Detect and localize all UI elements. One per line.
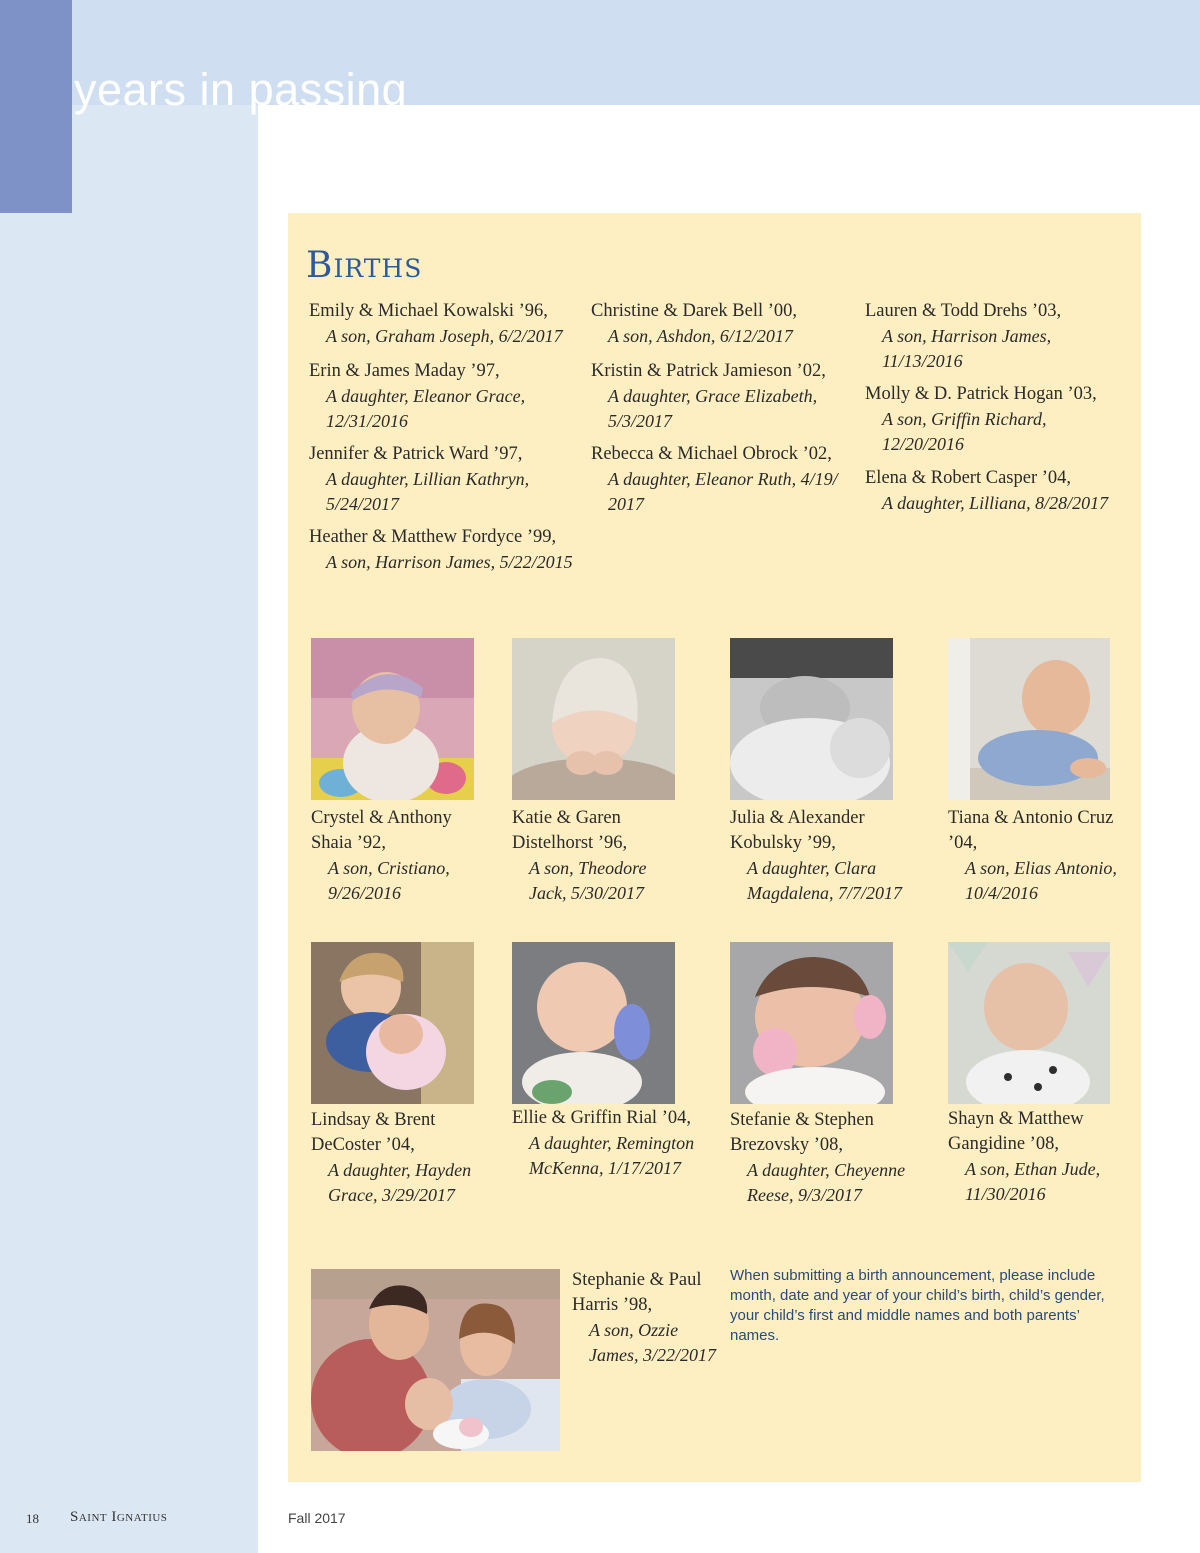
birth-entry (591, 299, 841, 349)
baby-photo (730, 942, 893, 1104)
entry-parents: Heather & Matthew Fordyce ’99, (309, 527, 557, 547)
photo-caption (730, 806, 905, 906)
baby-photo (311, 942, 474, 1104)
entry-parents: Jennifer & Patrick Ward ’97, (309, 444, 523, 464)
entry-parents: Lindsay & Brent DeCoster ’04, (311, 1110, 436, 1155)
entry-child: A daughter, Eleanor Grace, 12/31/2016 (326, 386, 526, 431)
births-heading: Births (306, 245, 423, 286)
photo-caption (512, 806, 687, 906)
entry-parents: Erin & James Maday ’97, (309, 361, 500, 381)
entry-parents: Rebecca & Michael Obrock ’02, (591, 444, 832, 464)
entry-parents: Julia & Alexander Kobulsky ’99, (730, 808, 865, 853)
entry-parents: Tiana & Antonio Cruz ’04, (948, 808, 1114, 853)
baby-photo (311, 638, 474, 800)
birth-entry (865, 466, 1135, 516)
entry-parents: Molly & D. Patrick Hogan ’03, (865, 384, 1097, 404)
birth-entry (309, 442, 559, 517)
entry-parents: Ellie & Griffin Rial ’04, (512, 1108, 691, 1128)
entry-child: A son, Ashdon, 6/12/2017 (608, 326, 793, 346)
entry-parents: Elena & Robert Casper ’04, (865, 468, 1072, 488)
family-photo (311, 1269, 560, 1451)
entry-parents: Kristin & Patrick Jamieson ’02, (591, 361, 826, 381)
baby-photo (730, 638, 893, 800)
entry-child: A son, Ozzie James, 3/22/2017 (589, 1320, 716, 1365)
entry-parents: Shayn & Matthew Gangidine ’08, (948, 1109, 1084, 1154)
page-number: 18 (26, 1511, 39, 1526)
photo-caption (512, 1106, 712, 1181)
entry-child: A daughter, Eleanor Ruth, 4/19/ 2017 (608, 469, 838, 514)
photo-caption (311, 806, 491, 906)
left-sidebar-band (0, 0, 258, 1553)
entry-child: A daughter, Lilliana, 8/28/2017 (882, 493, 1109, 513)
birth-entry (309, 299, 574, 349)
birth-entry (865, 299, 1115, 374)
entry-child: A daughter, Remington McKenna, 1/17/2017 (529, 1133, 695, 1178)
birth-entry (309, 525, 579, 575)
photo-caption (311, 1108, 491, 1208)
entry-parents: Lauren & Todd Drehs ’03, (865, 301, 1062, 321)
entry-child: A son, Graham Joseph, 6/2/2017 (326, 326, 563, 346)
entry-child: A daughter, Cheyenne Reese, 9/3/2017 (747, 1160, 906, 1205)
baby-photo (512, 638, 675, 800)
baby-photo (512, 942, 675, 1104)
photo-caption (730, 1108, 920, 1208)
birth-entry (309, 359, 549, 434)
entry-parents: Christine & Darek Bell ’00, (591, 301, 798, 321)
photo-caption (572, 1268, 722, 1368)
entry-child: A son, Cristiano, 9/26/2016 (328, 858, 450, 903)
header-accent-block (0, 0, 72, 213)
entry-child: A son, Elias Antonio, 10/4/2016 (965, 858, 1117, 903)
entry-child: A daughter, Lillian Kathryn, 5/24/2017 (326, 469, 530, 514)
entry-child: A daughter, Hayden Grace, 3/29/2017 (328, 1160, 472, 1205)
entry-child: A daughter, Clara Magdalena, 7/7/2017 (747, 858, 902, 903)
entry-parents: Katie & Garen Distelhorst ’96, (512, 808, 628, 853)
entry-child: A daughter, Grace Elizabeth, 5/3/2017 (608, 386, 818, 431)
photo-caption (948, 1107, 1123, 1207)
birth-entry (865, 382, 1120, 457)
magazine-name: Saint Ignatius (70, 1509, 168, 1525)
submission-note: When submitting a birth announcement, please include month, date and year of your child’s birth, child’s gender, your child’s first and middle names and both parents’ names. (730, 1267, 1105, 1344)
baby-photo (948, 942, 1110, 1104)
birth-entry (591, 359, 841, 434)
entry-child: A son, Griffin Richard, 12/20/2016 (882, 409, 1047, 454)
entry-parents: Stephanie & Paul Harris ’98, (572, 1270, 702, 1315)
entry-child: A son, Harrison James, 5/22/2015 (326, 552, 573, 572)
issue-label: Fall 2017 (288, 1510, 346, 1526)
entry-child: A son, Theodore Jack, 5/30/2017 (529, 858, 647, 903)
entry-child: A son, Ethan Jude, 11/30/2016 (965, 1159, 1101, 1204)
photo-caption (948, 806, 1123, 906)
section-title: years in passing (74, 64, 408, 115)
entry-child: A son, Harrison James, 11/13/2016 (882, 326, 1052, 371)
baby-photo (948, 638, 1110, 800)
entry-parents: Stefanie & Stephen Brezovsky ’08, (730, 1110, 874, 1155)
birth-entry (591, 442, 846, 517)
entry-parents: Emily & Michael Kowalski ’96, (309, 301, 548, 321)
entry-parents: Crystel & Anthony Shaia ’92, (311, 808, 452, 853)
